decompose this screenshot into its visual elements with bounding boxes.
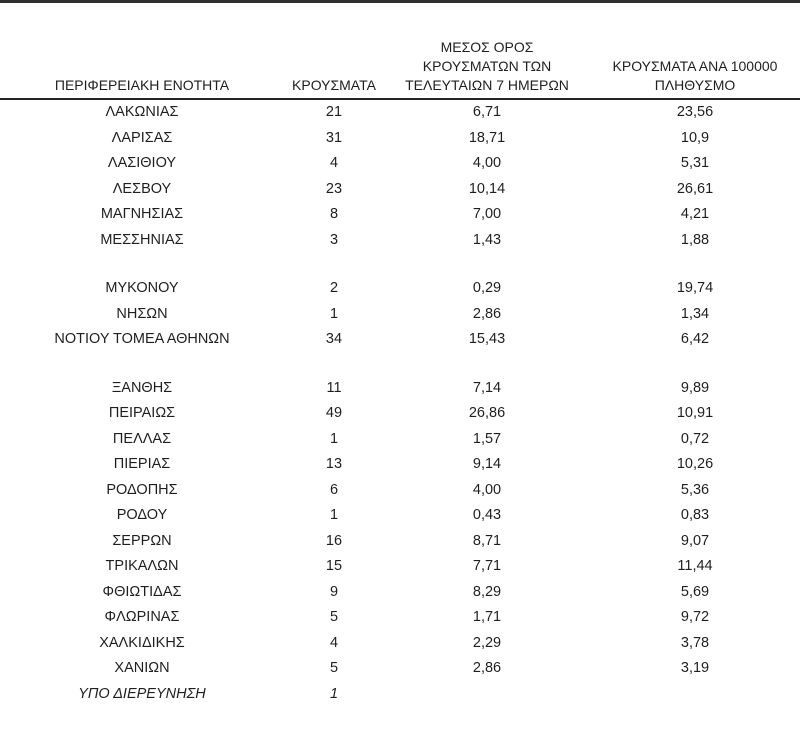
region-cell: ΠΙΕΡΙΑΣ bbox=[113, 456, 171, 472]
table-row bbox=[0, 401, 800, 427]
avg-7days-cell: 7,71 bbox=[472, 558, 502, 574]
table-row bbox=[0, 452, 800, 478]
table-row bbox=[0, 202, 800, 228]
header-line: ΤΕΛΕΥΤΑΙΩΝ 7 ΗΜΕΡΩΝ bbox=[405, 77, 569, 93]
cases-cell: 21 bbox=[325, 104, 343, 120]
table-row bbox=[0, 503, 800, 529]
header-line: ΚΡΟΥΣΜΑΤΩΝ ΤΩΝ bbox=[422, 58, 552, 74]
table-row bbox=[0, 478, 800, 504]
region-cell: ΛΑΚΩΝΙΑΣ bbox=[105, 104, 179, 120]
cases-cell: 8 bbox=[329, 206, 339, 222]
cases-cell: 4 bbox=[329, 155, 339, 171]
header-line: ΚΡΟΥΣΜΑΤΑ ΑΝΑ 100000 bbox=[612, 58, 778, 74]
table-row bbox=[0, 327, 800, 353]
avg-7days-cell: 2,29 bbox=[472, 634, 502, 651]
cases-cell: 16 bbox=[325, 532, 343, 549]
per-100k-cell: 9,72 bbox=[680, 609, 710, 625]
per-100k-cell: 5,36 bbox=[680, 481, 710, 498]
cases-cell: 15 bbox=[325, 558, 343, 574]
table-body bbox=[0, 99, 800, 707]
avg-7days-cell: 15,43 bbox=[468, 331, 506, 347]
avg-7days-cell: 9,14 bbox=[472, 456, 502, 472]
cases-cell: 5 bbox=[329, 609, 339, 625]
cases-cell: 1 bbox=[329, 305, 339, 322]
table-row bbox=[0, 682, 800, 708]
region-cell: ΝΗΣΩΝ bbox=[116, 305, 168, 322]
table-row bbox=[0, 126, 800, 152]
cases-cell: 34 bbox=[325, 331, 343, 347]
avg-7days-cell: 0,43 bbox=[472, 507, 502, 523]
cases-cell: 1 bbox=[329, 685, 339, 702]
table-row bbox=[0, 605, 800, 631]
region-cell: ΜΥΚΟΝΟΥ bbox=[105, 280, 179, 296]
region-cell: ΜΕΣΣΗΝΙΑΣ bbox=[100, 231, 184, 248]
spacer-cell bbox=[0, 253, 800, 276]
per-100k-cell: 3,19 bbox=[680, 660, 710, 676]
table-row bbox=[0, 99, 800, 126]
region-cell: ΜΑΓΝΗΣΙΑΣ bbox=[100, 206, 184, 222]
per-100k-cell: 4,21 bbox=[680, 206, 710, 222]
per-100k-cell: 10,9 bbox=[680, 129, 710, 146]
per-100k-cell: 10,91 bbox=[676, 405, 714, 421]
cases-cell: 9 bbox=[329, 583, 339, 600]
per-100k-cell: 19,74 bbox=[676, 280, 714, 296]
avg-7days-cell: 1,57 bbox=[472, 430, 502, 447]
per-100k-cell: 1,34 bbox=[680, 305, 710, 322]
per-100k-cell: 0,83 bbox=[680, 507, 710, 523]
table-row bbox=[0, 580, 800, 606]
avg-7days-cell: 0,29 bbox=[472, 280, 502, 296]
avg-7days-cell: 1,71 bbox=[472, 609, 502, 625]
table-row bbox=[0, 302, 800, 328]
avg-7days-cell: 2,86 bbox=[472, 305, 502, 322]
table-row bbox=[0, 151, 800, 177]
avg-7days-cell: 7,14 bbox=[472, 379, 502, 396]
region-cell: ΞΑΝΘΗΣ bbox=[111, 379, 173, 396]
cases-cell: 49 bbox=[325, 405, 343, 421]
per-100k-cell: 9,07 bbox=[680, 532, 710, 549]
table-header-row bbox=[0, 3, 800, 99]
region-cell: ΛΕΣΒΟΥ bbox=[112, 180, 172, 197]
cases-cell: 2 bbox=[329, 280, 339, 296]
avg-7days-cell: 18,71 bbox=[468, 129, 506, 146]
avg-7days-cell: 4,00 bbox=[472, 155, 502, 171]
cases-cell: 23 bbox=[325, 180, 343, 197]
table-row bbox=[0, 376, 800, 402]
per-100k-cell: 10,26 bbox=[676, 456, 714, 472]
table-row bbox=[0, 228, 800, 254]
region-cell: ΥΠΟ ΔΙΕΡΕΥΝΗΣΗ bbox=[78, 685, 206, 702]
per-100k-cell: 3,78 bbox=[680, 634, 710, 651]
per-100k-cell: 0,72 bbox=[680, 430, 710, 447]
cases-cell: 11 bbox=[326, 379, 342, 396]
header-line: ΠΕΡΙΦΕΡΕΙΑΚΗ ΕΝΟΤΗΤΑ bbox=[54, 77, 230, 93]
cases-cell: 6 bbox=[329, 481, 339, 498]
region-cell: ΧΑΛΚΙΔΙΚΗΣ bbox=[99, 634, 185, 651]
per-100k-cell bbox=[590, 682, 800, 708]
avg-7days-cell: 26,86 bbox=[468, 405, 506, 421]
spacer-cell bbox=[0, 353, 800, 376]
spacer-row bbox=[0, 253, 800, 276]
avg-7days-cell: 10,14 bbox=[468, 180, 506, 197]
per-100k-cell: 5,31 bbox=[680, 155, 710, 171]
per-100k-cell: 6,42 bbox=[680, 331, 710, 347]
per-100k-cell: 5,69 bbox=[680, 583, 710, 600]
cases-cell: 1 bbox=[329, 507, 339, 523]
cases-cell: 31 bbox=[325, 129, 343, 146]
header-line: ΜΕΣΟΣ ΟΡΟΣ bbox=[440, 39, 534, 55]
region-cell: ΛΑΣΙΘΙΟΥ bbox=[107, 155, 177, 171]
avg-7days-cell: 8,29 bbox=[472, 583, 502, 600]
region-cell: ΤΡΙΚΑΛΩΝ bbox=[105, 558, 179, 574]
region-cell: ΣΕΡΡΩΝ bbox=[112, 532, 172, 549]
table-row bbox=[0, 656, 800, 682]
region-cell: ΧΑΝΙΩΝ bbox=[114, 660, 170, 676]
header-line: ΚΡΟΥΣΜΑΤΑ bbox=[292, 77, 376, 93]
table-row bbox=[0, 427, 800, 453]
avg-7days-cell: 4,00 bbox=[472, 481, 502, 498]
avg-7days-cell bbox=[384, 682, 590, 708]
table-row bbox=[0, 554, 800, 580]
per-100k-cell: 26,61 bbox=[676, 180, 714, 197]
column-header-cases bbox=[284, 3, 384, 99]
per-100k-cell: 11,44 bbox=[677, 558, 713, 574]
per-100k-cell: 23,56 bbox=[676, 104, 714, 120]
per-100k-cell: 9,89 bbox=[680, 379, 710, 396]
regional-cases-table bbox=[0, 3, 800, 707]
avg-7days-cell: 1,43 bbox=[472, 231, 502, 248]
region-cell: ΡΟΔΟΠΗΣ bbox=[106, 481, 178, 498]
table-row bbox=[0, 529, 800, 555]
column-header-region bbox=[0, 3, 284, 99]
cases-cell: 1 bbox=[329, 430, 339, 447]
cases-cell: 5 bbox=[329, 660, 339, 676]
region-cell: ΠΕΙΡΑΙΩΣ bbox=[108, 405, 176, 421]
cases-cell: 3 bbox=[329, 231, 339, 248]
region-cell: ΦΛΩΡΙΝΑΣ bbox=[104, 609, 180, 625]
avg-7days-cell: 7,00 bbox=[472, 206, 502, 222]
table-row bbox=[0, 631, 800, 657]
per-100k-cell: 1,88 bbox=[680, 231, 710, 248]
table-row bbox=[0, 276, 800, 302]
region-cell: ΡΟΔΟΥ bbox=[116, 507, 168, 523]
table-row bbox=[0, 177, 800, 203]
spacer-row bbox=[0, 353, 800, 376]
avg-7days-cell: 6,71 bbox=[472, 104, 502, 120]
region-cell: ΠΕΛΛΑΣ bbox=[112, 430, 172, 447]
region-cell: ΛΑΡΙΣΑΣ bbox=[111, 129, 173, 146]
column-header-avg-7days bbox=[384, 3, 590, 99]
avg-7days-cell: 2,86 bbox=[472, 660, 502, 676]
avg-7days-cell: 8,71 bbox=[472, 532, 502, 549]
cases-cell: 13 bbox=[325, 456, 343, 472]
column-header-per-100k bbox=[590, 3, 800, 99]
cases-cell: 4 bbox=[329, 634, 339, 651]
region-cell: ΝΟΤΙΟΥ ΤΟΜΕΑ ΑΘΗΝΩΝ bbox=[54, 331, 230, 347]
region-cell: ΦΘΙΩΤΙΔΑΣ bbox=[102, 583, 182, 600]
header-line: ΠΛΗΘΥΣΜΟ bbox=[654, 77, 736, 93]
